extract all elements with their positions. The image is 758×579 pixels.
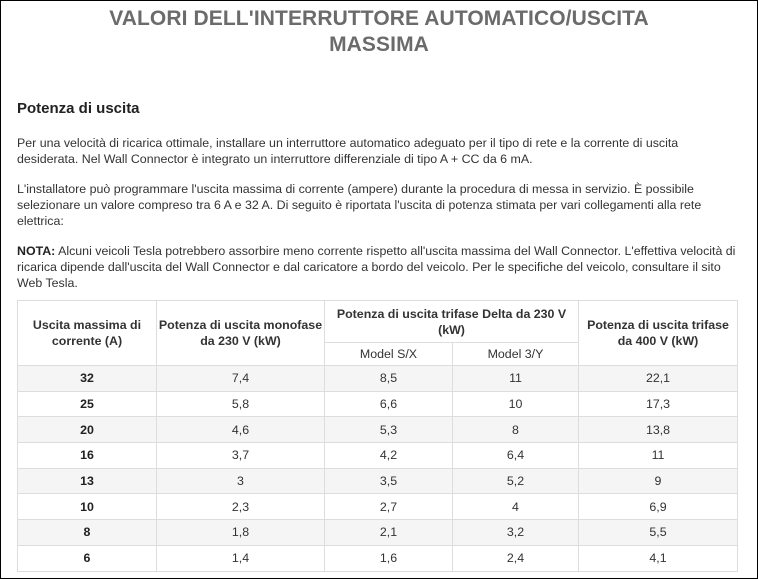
power-cell: 11 — [579, 443, 738, 469]
power-cell: 1,8 — [157, 520, 325, 546]
power-cell: 3,7 — [157, 443, 325, 469]
table-row — [18, 520, 738, 546]
power-cell: 5,2 — [453, 468, 579, 494]
table-row — [18, 494, 738, 520]
current-cell: 6 — [18, 545, 157, 571]
note-label: NOTA: — [17, 244, 56, 258]
power-cell: 9 — [579, 468, 738, 494]
power-cell: 4,6 — [157, 417, 325, 443]
header-current: Uscita massima di corrente (A) — [18, 301, 157, 366]
table-row — [18, 417, 738, 443]
power-cell: 11 — [453, 366, 579, 392]
power-cell: 17,3 — [579, 391, 738, 417]
power-cell: 3,5 — [325, 468, 453, 494]
table-row — [18, 391, 738, 417]
current-cell: 32 — [18, 366, 157, 392]
current-cell: 8 — [18, 520, 157, 546]
power-cell: 2,1 — [325, 520, 453, 546]
current-cell: 25 — [18, 391, 157, 417]
page-title-line-2: MASSIMA — [329, 33, 429, 56]
header-three-phase-400: Potenza di uscita trifase da 400 V (kW) — [579, 301, 738, 366]
section-heading: Potenza di uscita — [17, 100, 140, 117]
power-cell: 4,2 — [325, 443, 453, 469]
header-model-sx: Model S/X — [325, 343, 453, 366]
power-cell: 6,9 — [579, 494, 738, 520]
power-cell: 2,3 — [157, 494, 325, 520]
power-cell: 6,6 — [325, 391, 453, 417]
power-cell: 2,7 — [325, 494, 453, 520]
paragraph-breaker: Per una velocità di ricarica ottimale, installare un interruttore automatico adeguato per il tipo di rete e la corrente di uscita desiderata. Nel Wall Connector è integrato un interruttore differenziale di tipo A + CC da 6 mA. — [17, 136, 679, 166]
header-single-phase: Potenza di uscita monofase da 230 V (kW) — [157, 301, 325, 366]
power-cell: 2,4 — [453, 545, 579, 571]
power-cell: 8,5 — [325, 366, 453, 392]
current-cell: 20 — [18, 417, 157, 443]
power-cell: 5,5 — [579, 520, 738, 546]
power-cell: 1,6 — [325, 545, 453, 571]
header-delta: Potenza di uscita trifase Delta da 230 V (kW) — [325, 301, 579, 343]
header-model-3y: Model 3/Y — [453, 343, 579, 366]
current-cell: 10 — [18, 494, 157, 520]
table-row — [18, 545, 738, 571]
power-cell: 5,3 — [325, 417, 453, 443]
power-cell: 3 — [157, 468, 325, 494]
table-row — [18, 468, 738, 494]
power-cell: 1,4 — [157, 545, 325, 571]
note-text: Alcuni veicoli Tesla potrebbero assorbire meno corrente rispetto all'uscita massima del Wall Connector. L'effettiva velocità di ricarica dipende dall'uscita del Wall Connector e dal caricatore a bordo del veicolo. Per le specifiche del veicolo, consultare il sito Web Tesla. — [17, 244, 736, 290]
power-cell: 5,8 — [157, 391, 325, 417]
power-output-table — [17, 300, 738, 572]
power-cell: 22,1 — [579, 366, 738, 392]
power-cell: 13,8 — [579, 417, 738, 443]
table-row — [18, 443, 738, 469]
table-row — [18, 366, 738, 392]
power-cell: 4,1 — [579, 545, 738, 571]
power-cell: 6,4 — [453, 443, 579, 469]
power-cell: 3,2 — [453, 520, 579, 546]
power-cell: 8 — [453, 417, 579, 443]
power-cell: 7,4 — [157, 366, 325, 392]
power-cell: 4 — [453, 494, 579, 520]
table-body — [18, 366, 738, 572]
current-cell: 16 — [18, 443, 157, 469]
page-title-line-1: VALORI DELL'INTERRUTTORE AUTOMATICO/USCITA — [109, 7, 649, 30]
power-cell: 10 — [453, 391, 579, 417]
page-title — [0, 6, 758, 58]
note-paragraph — [17, 243, 742, 291]
paragraph-installer: L'installatore può programmare l'uscita massima di corrente (ampere) durante la procedura di messa in servizio. È possibile selezionare un valore compreso tra 6 A e 32 A. Di seguito è riportata l'uscita di potenza stimata per vari collegamenti alla rete elettrica: — [17, 182, 702, 228]
current-cell: 13 — [18, 468, 157, 494]
